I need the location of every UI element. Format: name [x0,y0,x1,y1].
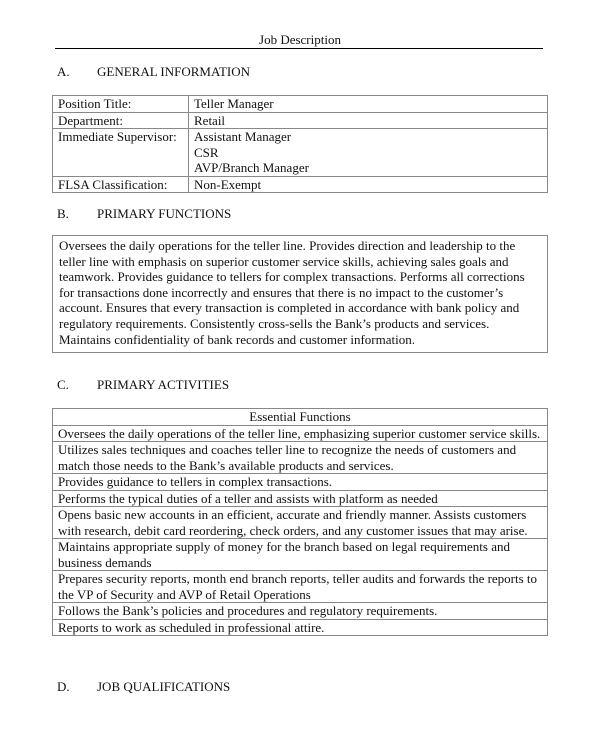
activity-cell: Reports to work as scheduled in professional attire. [53,619,548,636]
table-row [53,425,548,442]
section-b-heading [57,206,231,222]
table-row [53,507,548,539]
activity-cell: Prepares security reports, month end branch reports, teller audits and forwards the reports to the VP of Security and AVP of Retail Operations [53,571,548,603]
section-d-letter: D. [57,679,70,694]
table-row [53,619,548,636]
flsa-value: Non-Exempt [189,176,548,193]
essential-functions-header: Essential Functions [53,409,548,426]
activity-cell: Oversees the daily operations of the teller line, emphasizing superior customer service skills. [53,425,548,442]
supervisor-value: Assistant Manager [194,129,292,144]
supervisor-label: Immediate Supervisor: [53,129,189,177]
activity-cell: Provides guidance to tellers in complex transactions. [53,474,548,491]
position-title-label: Position Title: [53,96,189,113]
section-c-letter: C. [57,377,69,392]
activity-cell: Follows the Bank’s policies and procedures and regulatory requirements. [53,603,548,620]
activity-cell: Utilizes sales techniques and coaches teller line to recognize the needs of customers and match those needs to the Bank’s available products and services. [53,442,548,474]
supervisor-value: AVP/Branch Manager [194,160,309,175]
primary-functions-text: Oversees the daily operations for the teller line. Provides direction and leadership to the teller line with emphasis on superior customer service skills, achieving sales goals and teamwork. Provides guidance to tellers for complex transactions. Performs all corrections for transactions done incorrectly and ensures that there is no impact to the customer’s account. Ensures that every transaction is completed in accordance with bank policy and regulatory requirements. Consistently cross-sells the Bank’s products and services. Maintains confidentiality of bank records and customer information. [52,235,548,353]
section-b-title: PRIMARY FUNCTIONS [97,206,232,221]
section-a-heading [57,64,250,80]
table-row [53,96,548,113]
primary-activities-table [52,408,548,636]
table-row [53,474,548,491]
flsa-label: FLSA Classification: [53,176,189,193]
section-d-heading [57,679,230,695]
table-row [53,490,548,507]
title-divider [55,48,543,49]
table-row [53,603,548,620]
section-a-letter: A. [57,64,70,79]
section-d-title: JOB QUALIFICATIONS [97,679,231,694]
activity-cell: Maintains appropriate supply of money for the branch based on legal requirements and business demands [53,539,548,571]
document-title: Job Description [259,32,341,47]
section-a-title: GENERAL INFORMATION [97,64,250,79]
table-row [53,571,548,603]
general-info-table [52,95,548,193]
table-row [53,129,548,177]
table-row [53,176,548,193]
activity-cell: Opens basic new accounts in an efficient, accurate and friendly manner. Assists customers with research, debit card reordering, check orders, and any customer issues that may arise. [53,507,548,539]
section-b-letter: B. [57,206,69,221]
supervisor-values [189,129,548,177]
activity-cell: Performs the typical duties of a teller and assists with platform as needed [53,490,548,507]
table-row [53,539,548,571]
table-row [53,442,548,474]
supervisor-value: CSR [194,144,219,160]
section-c-heading [57,377,229,393]
department-value: Retail [189,112,548,129]
table-row [53,112,548,129]
table-header-row [53,409,548,426]
section-c-title: PRIMARY ACTIVITIES [97,377,230,392]
department-label: Department: [53,112,189,129]
position-title-value: Teller Manager [189,96,548,113]
